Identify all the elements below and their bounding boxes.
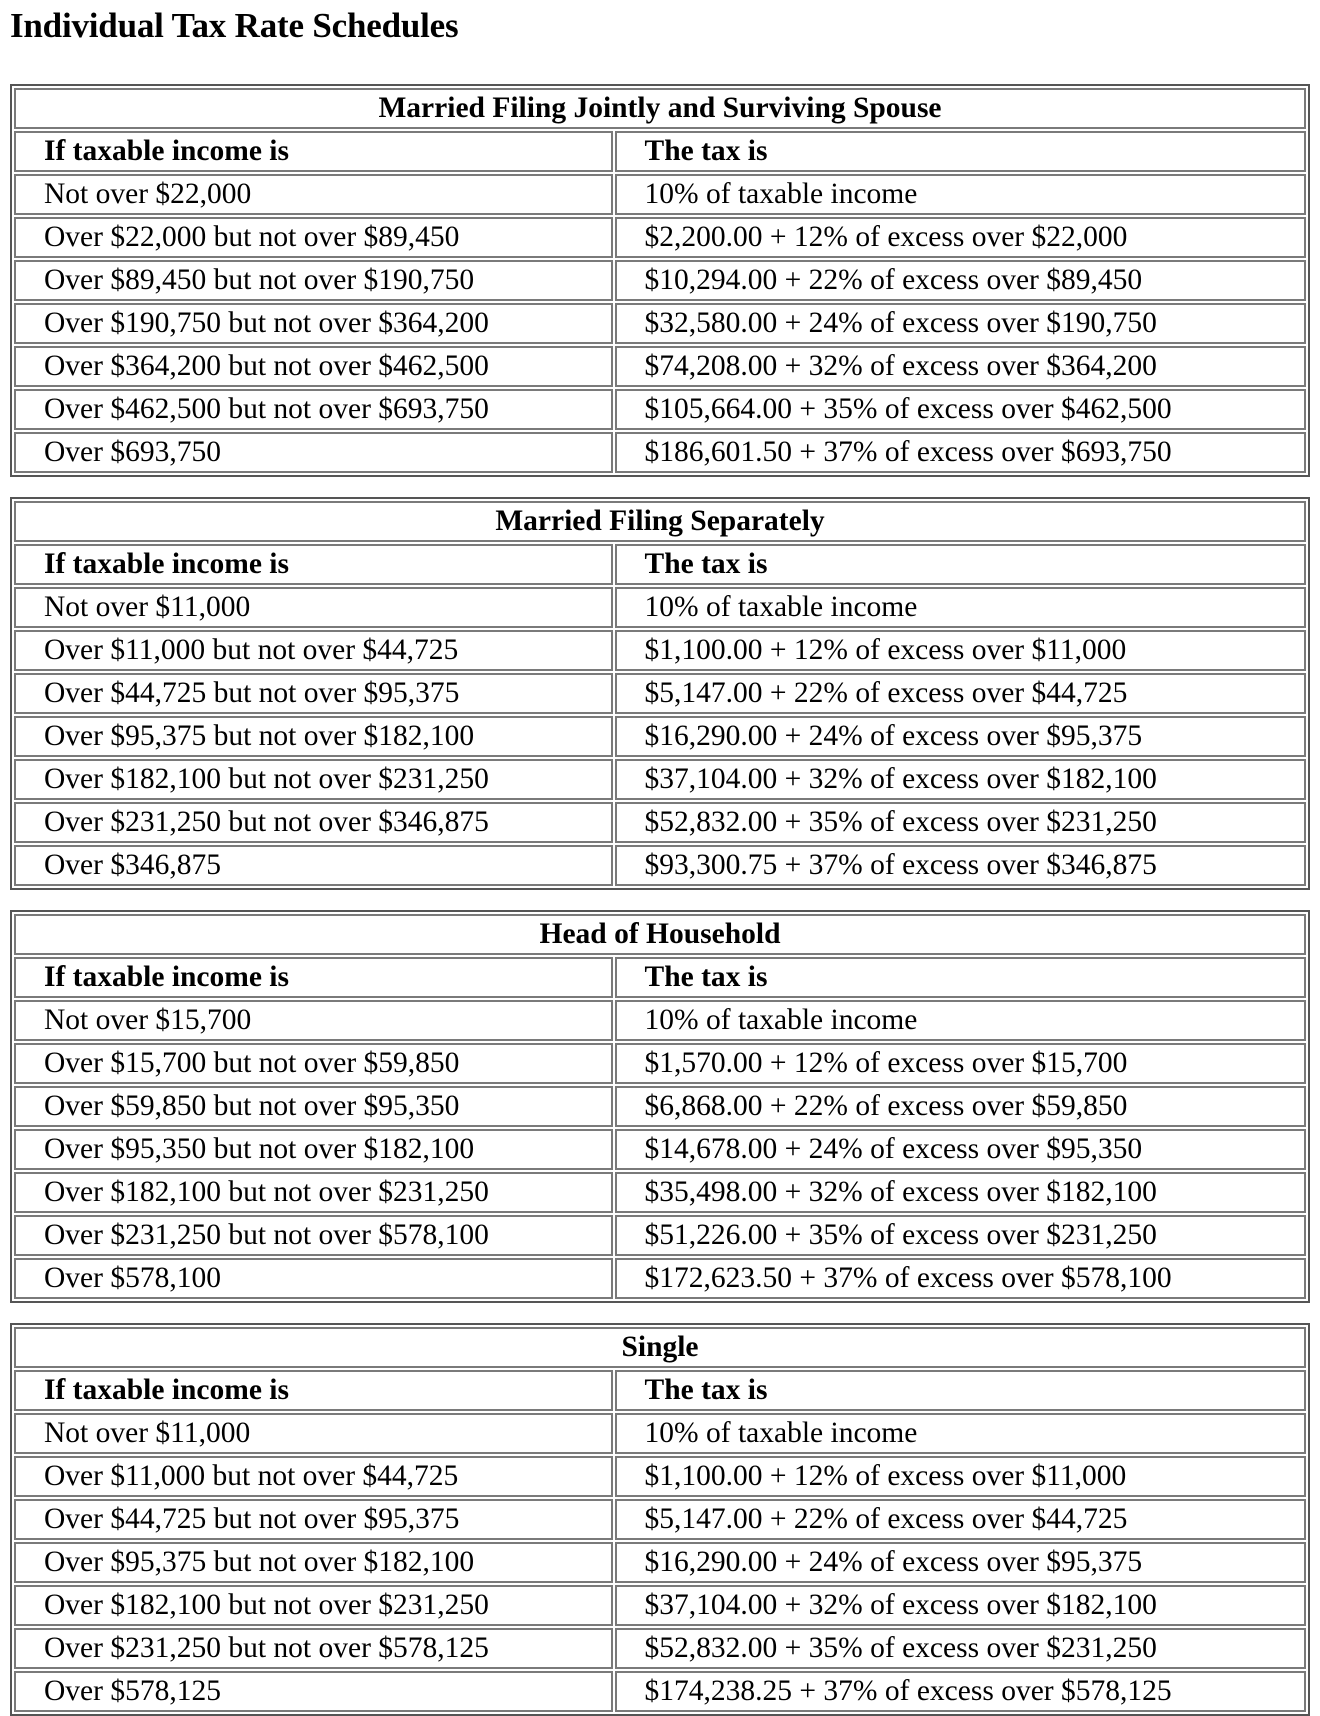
schedule-title: Single (14, 1327, 1306, 1368)
income-bracket-cell: Over $22,000 but not over $89,450 (14, 217, 613, 258)
tax-formula-cell: $5,147.00 + 22% of excess over $44,725 (615, 673, 1306, 714)
table-row (14, 1585, 1306, 1626)
table-row (14, 1628, 1306, 1669)
table-row (14, 716, 1306, 757)
column-header-income: If taxable income is (14, 131, 613, 172)
tax-formula-cell: $16,290.00 + 24% of excess over $95,375 (615, 716, 1306, 757)
tax-formula-cell: 10% of taxable income (615, 587, 1306, 628)
page-title: Individual Tax Rate Schedules (10, 6, 459, 45)
table-row (14, 845, 1306, 886)
income-bracket-cell: Over $95,375 but not over $182,100 (14, 1542, 613, 1583)
table-row (14, 217, 1306, 258)
tax-formula-cell: $93,300.75 + 37% of excess over $346,875 (615, 845, 1306, 886)
table-row (14, 432, 1306, 473)
income-bracket-cell: Over $11,000 but not over $44,725 (14, 1456, 613, 1497)
tax-formula-cell: 10% of taxable income (615, 1000, 1306, 1041)
table-row (14, 1542, 1306, 1583)
income-bracket-cell: Over $44,725 but not over $95,375 (14, 1499, 613, 1540)
table-row (14, 759, 1306, 800)
column-header-income: If taxable income is (14, 957, 613, 998)
income-bracket-cell: Over $182,100 but not over $231,250 (14, 1172, 613, 1213)
income-bracket-cell: Over $182,100 but not over $231,250 (14, 1585, 613, 1626)
income-bracket-cell: Over $346,875 (14, 845, 613, 886)
income-bracket-cell: Over $59,850 but not over $95,350 (14, 1086, 613, 1127)
table-row (14, 389, 1306, 430)
schedule-caption-row (14, 88, 1306, 129)
table-row (14, 1456, 1306, 1497)
schedule-title: Married Filing Separately (14, 501, 1306, 542)
income-bracket-cell: Over $231,250 but not over $578,100 (14, 1215, 613, 1256)
tax-formula-cell: $5,147.00 + 22% of excess over $44,725 (615, 1499, 1306, 1540)
tax-formula-cell: $52,832.00 + 35% of excess over $231,250 (615, 802, 1306, 843)
tax-formula-cell: $10,294.00 + 22% of excess over $89,450 (615, 260, 1306, 301)
income-bracket-cell: Over $15,700 but not over $59,850 (14, 1043, 613, 1084)
table-row (14, 260, 1306, 301)
table-row (14, 1671, 1306, 1712)
table-row (14, 630, 1306, 671)
income-bracket-cell: Not over $15,700 (14, 1000, 613, 1041)
income-bracket-cell: Over $578,100 (14, 1258, 613, 1299)
income-bracket-cell: Over $182,100 but not over $231,250 (14, 759, 613, 800)
income-bracket-cell: Over $364,200 but not over $462,500 (14, 346, 613, 387)
income-bracket-cell: Not over $22,000 (14, 174, 613, 215)
tax-formula-cell: $1,100.00 + 12% of excess over $11,000 (615, 1456, 1306, 1497)
schedule-header-row (14, 131, 1306, 172)
table-row (14, 1086, 1306, 1127)
table-row (14, 303, 1306, 344)
table-row (14, 346, 1306, 387)
tax-formula-cell: $52,832.00 + 35% of excess over $231,250 (615, 1628, 1306, 1669)
table-row (14, 1043, 1306, 1084)
schedule-header-row (14, 957, 1306, 998)
column-header-tax: The tax is (615, 131, 1306, 172)
schedule-caption-row (14, 1327, 1306, 1368)
table-row (14, 174, 1306, 215)
income-bracket-cell: Over $190,750 but not over $364,200 (14, 303, 613, 344)
table-row (14, 1258, 1306, 1299)
income-bracket-cell: Over $462,500 but not over $693,750 (14, 389, 613, 430)
schedule-title: Married Filing Jointly and Surviving Spouse (14, 88, 1306, 129)
income-bracket-cell: Over $95,375 but not over $182,100 (14, 716, 613, 757)
income-bracket-cell: Over $231,250 but not over $346,875 (14, 802, 613, 843)
income-bracket-cell: Not over $11,000 (14, 587, 613, 628)
income-bracket-cell: Over $89,450 but not over $190,750 (14, 260, 613, 301)
tax-formula-cell: $37,104.00 + 32% of excess over $182,100 (615, 759, 1306, 800)
tax-formula-cell: $37,104.00 + 32% of excess over $182,100 (615, 1585, 1306, 1626)
table-row (14, 673, 1306, 714)
schedule-caption-row (14, 914, 1306, 955)
column-header-tax: The tax is (615, 1370, 1306, 1411)
column-header-income: If taxable income is (14, 1370, 613, 1411)
table-row (14, 587, 1306, 628)
schedule-header-row (14, 1370, 1306, 1411)
income-bracket-cell: Over $44,725 but not over $95,375 (14, 673, 613, 714)
income-bracket-cell: Over $693,750 (14, 432, 613, 473)
table-row (14, 1215, 1306, 1256)
tax-schedule-head-of-household (10, 910, 1310, 1303)
tax-formula-cell: $186,601.50 + 37% of excess over $693,750 (615, 432, 1306, 473)
tax-schedule-single (10, 1323, 1310, 1716)
income-bracket-cell: Over $231,250 but not over $578,125 (14, 1628, 613, 1669)
table-row (14, 1413, 1306, 1454)
table-row (14, 802, 1306, 843)
tax-formula-cell: 10% of taxable income (615, 1413, 1306, 1454)
tax-formula-cell: $2,200.00 + 12% of excess over $22,000 (615, 217, 1306, 258)
tax-schedule-married-separately (10, 497, 1310, 890)
tax-formula-cell: $16,290.00 + 24% of excess over $95,375 (615, 1542, 1306, 1583)
tax-formula-cell: $35,498.00 + 32% of excess over $182,100 (615, 1172, 1306, 1213)
tax-formula-cell: $74,208.00 + 32% of excess over $364,200 (615, 346, 1306, 387)
column-header-tax: The tax is (615, 544, 1306, 585)
tax-formula-cell: $14,678.00 + 24% of excess over $95,350 (615, 1129, 1306, 1170)
table-row (14, 1129, 1306, 1170)
tax-formula-cell: $6,868.00 + 22% of excess over $59,850 (615, 1086, 1306, 1127)
tax-formula-cell: $32,580.00 + 24% of excess over $190,750 (615, 303, 1306, 344)
income-bracket-cell: Over $578,125 (14, 1671, 613, 1712)
table-row (14, 1000, 1306, 1041)
table-row (14, 1172, 1306, 1213)
schedule-caption-row (14, 501, 1306, 542)
tax-formula-cell: $51,226.00 + 35% of excess over $231,250 (615, 1215, 1306, 1256)
tax-formula-cell: $172,623.50 + 37% of excess over $578,100 (615, 1258, 1306, 1299)
table-row (14, 1499, 1306, 1540)
tax-formula-cell: $1,100.00 + 12% of excess over $11,000 (615, 630, 1306, 671)
tax-formula-cell: $1,570.00 + 12% of excess over $15,700 (615, 1043, 1306, 1084)
schedule-header-row (14, 544, 1306, 585)
tax-formula-cell: 10% of taxable income (615, 174, 1306, 215)
column-header-tax: The tax is (615, 957, 1306, 998)
income-bracket-cell: Over $95,350 but not over $182,100 (14, 1129, 613, 1170)
tax-formula-cell: $174,238.25 + 37% of excess over $578,125 (615, 1671, 1306, 1712)
tax-formula-cell: $105,664.00 + 35% of excess over $462,500 (615, 389, 1306, 430)
tax-schedule-married-jointly (10, 84, 1310, 477)
column-header-income: If taxable income is (14, 544, 613, 585)
schedule-title: Head of Household (14, 914, 1306, 955)
income-bracket-cell: Not over $11,000 (14, 1413, 613, 1454)
income-bracket-cell: Over $11,000 but not over $44,725 (14, 630, 613, 671)
